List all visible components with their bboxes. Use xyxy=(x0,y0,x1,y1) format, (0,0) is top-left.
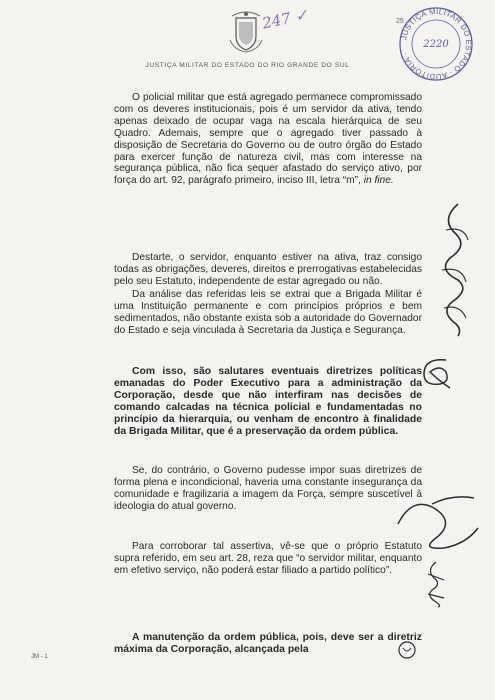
paragraph-diretrizes: Com isso, são salutares eventuais diretrizes políticas emanadas do Poder Executivo para a administração da Corporação, desde que não interfiram nas decisões de comando calcadas na técnica policial e fundamentadas no princípio da hierarquia, ou venham de encontro à finalidade da Brigada Militar, que é a preservação da ordem pública. xyxy=(114,366,422,437)
paragraph-contrario: Se, do contrário, o Governo pudesse impor suas diretrizes de forma plena e incondicional, haveria uma constante insegurança da comunidade e fragilizaria a imagem da Força, sempre suscetível à ideologia do atual governo. xyxy=(114,465,422,512)
stamp-number: 2220 xyxy=(423,39,449,50)
margin-initials-vertical xyxy=(420,560,450,608)
paragraph-ordem-publica: A manutenção da ordem pública, pois, deve ser a diretriz máxima da Corporação, alcançada pela xyxy=(114,632,422,655)
paragraph-corroborar: Para corroborar tal assertiva, vê-se que o próprio Estatuto supra referido, em seu art. 28, reza que “o servidor militar, enquanto em efetivo serviço, não poderá estar filiado a partido político”. xyxy=(114,541,422,576)
page-number: 25 xyxy=(396,18,404,25)
paragraph-analise: Da análise das referidas leis se extrai que a Brigada Militar é uma Instituição permanente e com princípios próprios e bem sedimentados, não obstante exista sob a autoridade do Governador do Estado e seja vinculada à Secretaria da Justiça e Segurança. xyxy=(114,289,422,336)
handwritten-folio-number: 247 ✓ xyxy=(260,5,310,33)
paragraph-agregado xyxy=(114,92,422,187)
paragraph-text: O policial militar que está agregado permanece compromissado com os deveres institucionais, pois é um servidor da ativa, tendo apenas deixado de ocupar vaga na escala hierárquica de seu Quadro. Ademais, sempre que o agregado tiver passado à disposição de Secretaria do Governo ou de outro órgão do Estado para exercer função de natureza civil, mas com interesse na segurança pública, não fica sequer afastado do serviço ativo, por força do art. 92, parágrafo primeiro, inciso III, letra “m”, xyxy=(114,92,422,187)
form-code: JM - 1 xyxy=(31,654,48,660)
margin-signature xyxy=(428,200,478,340)
auditoria-stamp xyxy=(396,4,476,84)
paragraph-destarte: Destarte, o servidor, enquanto estiver na ativa, traz consigo todas as obrigações, deveres, direitos e prerrogativas estabelecidas pelo seu Estatuto, independente de estar agregado ou não. xyxy=(114,252,422,287)
stamp-text: JUSTIÇA MILITAR DO ESTADO · AUDITORIA · xyxy=(399,6,474,82)
margin-initials xyxy=(416,352,456,392)
institution-header: JUSTIÇA MILITAR DO ESTADO DO RIO GRANDE DO SUL xyxy=(145,62,350,69)
paragraph-emphasis: in fine. xyxy=(360,175,394,187)
